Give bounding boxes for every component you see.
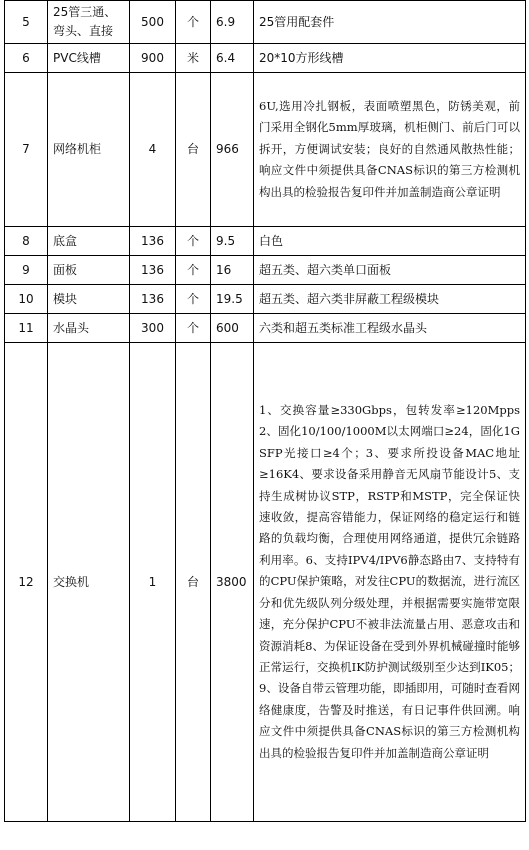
table-row (5, 314, 526, 343)
item-price: 3800 (211, 343, 254, 822)
item-name: 面板 (48, 256, 130, 285)
item-unit: 个 (176, 285, 211, 314)
item-price: 19.5 (211, 285, 254, 314)
item-name: 水晶头 (48, 314, 130, 343)
item-unit: 台 (176, 343, 211, 822)
item-unit: 个 (176, 256, 211, 285)
item-quantity: 1 (130, 343, 176, 822)
item-price: 6.4 (211, 44, 254, 73)
table-row (5, 44, 526, 73)
table-row (5, 227, 526, 256)
item-name: 模块 (48, 285, 130, 314)
row-number: 12 (5, 343, 48, 822)
table-row (5, 343, 526, 822)
item-description: 白色 (254, 227, 526, 256)
row-number: 9 (5, 256, 48, 285)
item-description: 六类和超五类标准工程级水晶头 (254, 314, 526, 343)
item-quantity: 136 (130, 256, 176, 285)
item-unit: 个 (176, 227, 211, 256)
table-row (5, 285, 526, 314)
table-row (5, 73, 526, 227)
item-name: 底盒 (48, 227, 130, 256)
row-number: 11 (5, 314, 48, 343)
item-description: 25管用配套件 (254, 1, 526, 44)
item-price: 600 (211, 314, 254, 343)
table-row (5, 1, 526, 44)
item-name: PVC线槽 (48, 44, 130, 73)
item-quantity: 300 (130, 314, 176, 343)
item-price: 6.9 (211, 1, 254, 44)
item-name: 交换机 (48, 343, 130, 822)
item-price: 9.5 (211, 227, 254, 256)
item-unit: 个 (176, 1, 211, 44)
item-quantity: 136 (130, 227, 176, 256)
item-description: 超五类、超六类单口面板 (254, 256, 526, 285)
row-number: 5 (5, 1, 48, 44)
item-quantity: 500 (130, 1, 176, 44)
item-description: 20*10方形线槽 (254, 44, 526, 73)
item-quantity: 4 (130, 73, 176, 227)
item-quantity: 900 (130, 44, 176, 73)
row-number: 7 (5, 73, 48, 227)
row-number: 10 (5, 285, 48, 314)
table-row (5, 256, 526, 285)
item-description: 1、交换容量≥330Gbps，包转发率≥120Mpps 2、固化10/100/1000M以太网端口≥24，固化1G SFP光接口≥4个；3、要求所投设备MAC地址≥16K4、要求设备采用静音无风扇节能设计5、支持生成树协议STP，RSTP和MSTP，完全保证快速收敛，提高容错能力，保证网络的稳定运行和链路的负载均衡，合理使用网络通道，提供冗余链路利用率。6、支持IPV4/IPV6静态路由7、支持特有的CPU保护策略，对发往CPU的数据流，进行流区分和优先级队列分级处理，并根据需要实施带宽限速，充分保护CPU不被非法流量占用、恶意攻击和资源消耗8、为保证设备在受到外界机械碰撞时能够正常运行，交换机IK防护测试级别至少达到IK05；9、设备自带云管理功能，即插即用，可随时查看网络健康度，告警及时推送，有日记事件供回溯。响应文件中须提供具备CNAS标识的第三方检测机构出具的检验报告复印件并加盖制造商公章证明 (254, 343, 526, 822)
item-quantity: 136 (130, 285, 176, 314)
item-name: 25管三通、弯头、直接 (48, 1, 130, 44)
item-description: 6U,选用冷扎钢板，表面喷塑黑色，防锈美观，前门采用全钢化5mm厚玻璃，机柜侧门、前后门可以拆开，方便调试安装；良好的自然通风散热性能；响应文件中须提供具备CNAS标识的第三方检测机构出具的检验报告复印件并加盖制造商公章证明 (254, 73, 526, 227)
item-description: 超五类、超六类非屏蔽工程级模块 (254, 285, 526, 314)
item-unit: 米 (176, 44, 211, 73)
item-price: 16 (211, 256, 254, 285)
item-name: 网络机柜 (48, 73, 130, 227)
row-number: 6 (5, 44, 48, 73)
item-unit: 台 (176, 73, 211, 227)
item-unit: 个 (176, 314, 211, 343)
row-number: 8 (5, 227, 48, 256)
item-price: 966 (211, 73, 254, 227)
spec-table (4, 0, 526, 822)
